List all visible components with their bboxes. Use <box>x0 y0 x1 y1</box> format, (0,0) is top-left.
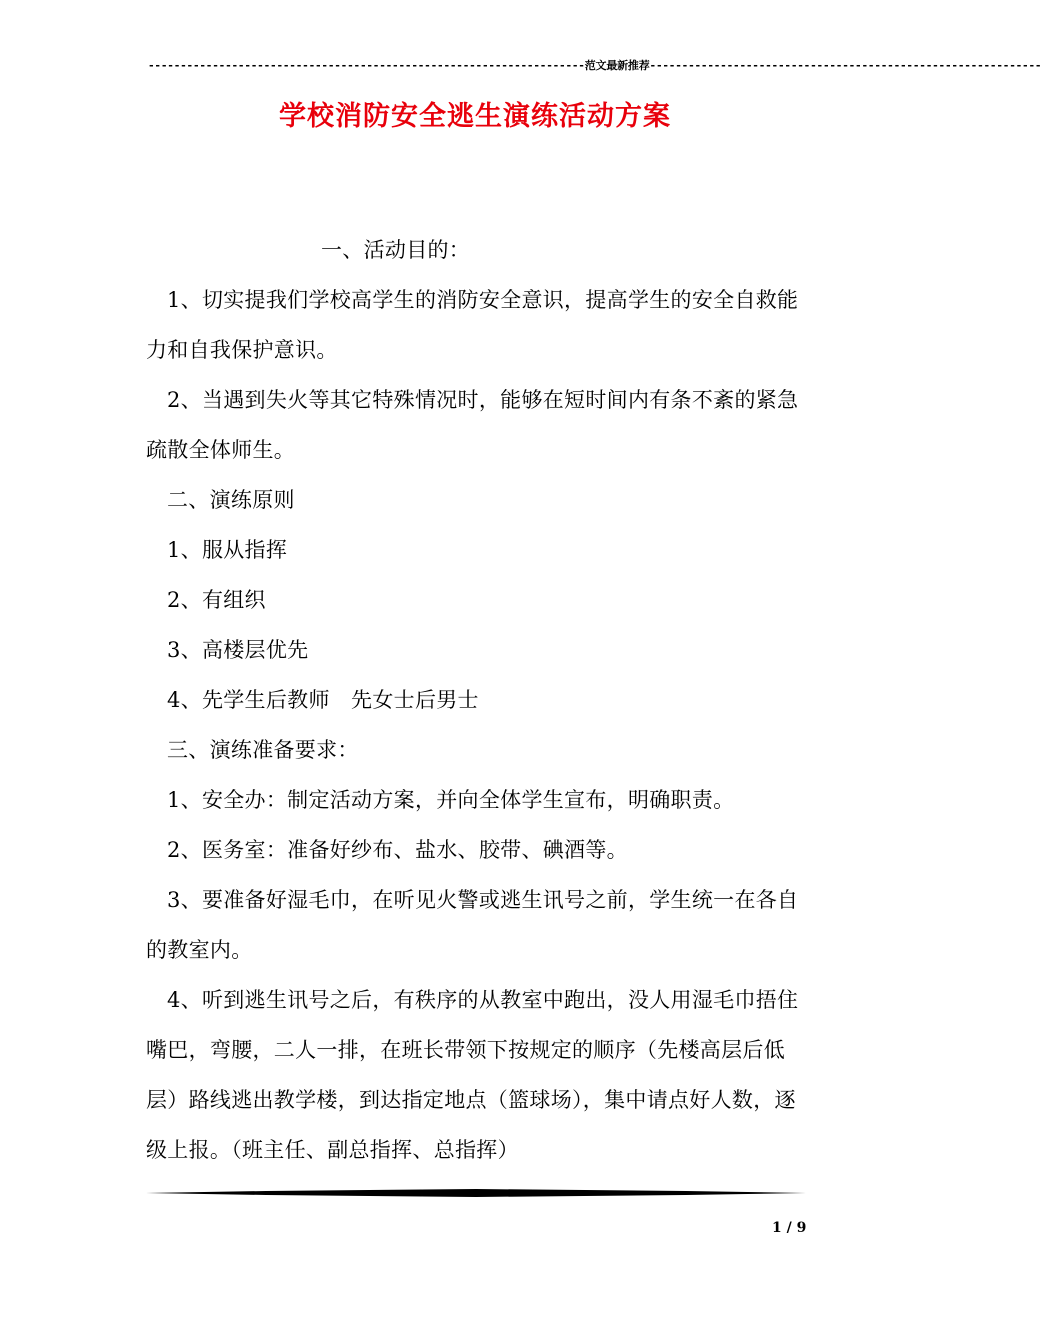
paragraph: 4、先学生后教师 先女士后男士 <box>167 688 479 712</box>
section-heading-preparation: 三、演练准备要求： <box>167 738 359 762</box>
paragraph: 2、医务室：准备好纱布、盐水、胶带、碘酒等。 <box>167 838 628 862</box>
section-heading-principles: 二、演练原则 <box>167 488 295 512</box>
footer-divider <box>146 1186 806 1200</box>
paragraph: 2、有组织 <box>167 588 266 612</box>
paragraph: 4、听到逃生讯号之后，有秩序的从教室中跑出，没人用湿毛巾捂住嘴巴，弯腰，二人一排，在班长带领下按规定的顺序（先楼高层后低层）路线逃出教学楼，到达指定地点（篮球场），集中请点好人数，逐级上报。（班主任、副总指挥、总指挥） <box>146 988 799 1162</box>
section-heading-purpose: 一、活动目的： <box>321 238 471 262</box>
document-body <box>146 225 814 1175</box>
document-title: 学校消防安全逃生演练活动方案 <box>279 101 671 132</box>
page-number: 1 / 9 <box>772 1220 807 1236</box>
paragraph: 1、服从指挥 <box>167 538 288 562</box>
paragraph: 2、当遇到失火等其它特殊情况时，能够在短时间内有条不紊的紧急疏散全体师生。 <box>146 388 799 462</box>
header-banner: --------------------------------------------------------------------范文最新推荐------------------------------------------------------------- <box>148 59 1041 72</box>
paragraph: 1、切实提我们学校高学生的消防安全意识，提高学生的安全自救能力和自我保护意识。 <box>146 288 799 362</box>
paragraph: 3、高楼层优先 <box>167 638 309 662</box>
paragraph: 3、要准备好湿毛巾，在听见火警或逃生讯号之前，学生统一在各自的教室内。 <box>146 888 799 962</box>
paragraph: 1、安全办：制定活动方案，并向全体学生宣布，明确职责。 <box>167 788 735 812</box>
